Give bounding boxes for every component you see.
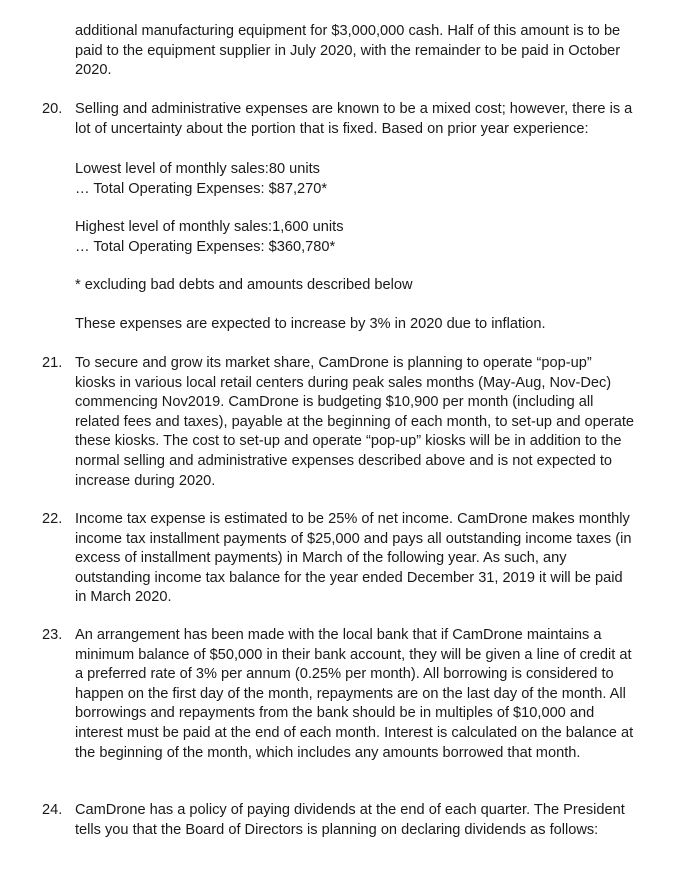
item-text: Selling and administrative expenses are known to be a mixed cost; however, there is a lot of uncertainty about the portion that is fixed. Based on prior year experience: (75, 101, 633, 137)
item-text: Income tax expense is estimated to be 25% of net income. CamDrone makes monthly income tax installment payments of $25,000 and pays all outstanding income taxes (in excess of installment payments) in March of the following year. As such, any outstanding income tax balance for the year ended December 31, 2019 it will be paid in March 2020. (75, 511, 632, 606)
item-number: 20. (42, 101, 63, 117)
item-text: An arrangement has been made with the local bank that if CamDrone maintains a minimum balance of $50,000 in their bank account, they will be given a line of credit at a preferred rate of 3% per annum (0.25% per month). All borrowing is considered to happen on the first day of the month, repayments are on the last day of the month. All borrowings and repayments from the bank should be in multiples of $10,000 and interest must be paid at the end of each month. Interest is calculated on the balance at the beginning of the month, which includes any amounts borrowed that month. (75, 627, 634, 761)
highest-sales-line: Highest level of monthly sales:1,600 units (75, 219, 344, 235)
item-number: 23. (42, 627, 63, 643)
lowest-expenses-line: … Total Operating Expenses: $87,270* (75, 181, 328, 197)
item-text: To secure and grow its market share, CamDrone is planning to operate “pop-up” kiosks in various local retail centers during peak sales months (May-Aug, Nov-Dec) commencing Nov2019. CamDrone is budgeting $10,900 per month (including all related fees and taxes), payable at the beginning of each month, to set-up and operate these kiosks. The cost to set-up and operate “pop-up” kiosks will be in addition to the normal selling and administrative expenses described above and is not expected to increase during 2020. (75, 355, 635, 489)
highest-expenses-line: … Total Operating Expenses: $360,780* (75, 239, 336, 255)
item-number: 21. (42, 355, 63, 371)
continuation-paragraph: additional manufacturing equipment for $3,000,000 cash. Half of this amount is to be paid to the equipment supplier in July 2020, with the remainder to be paid in October 2020. (75, 23, 621, 79)
inflation-note: These expenses are expected to increase by 3% in 2020 due to inflation. (75, 316, 546, 332)
footnote: * excluding bad debts and amounts described below (75, 277, 413, 293)
lowest-sales-line: Lowest level of monthly sales:80 units (75, 161, 320, 177)
item-number: 24. (42, 802, 63, 818)
item-text: CamDrone has a policy of paying dividends at the end of each quarter. The President tells you that the Board of Directors is planning on declaring dividends as follows: (75, 802, 625, 838)
item-number: 22. (42, 511, 63, 527)
